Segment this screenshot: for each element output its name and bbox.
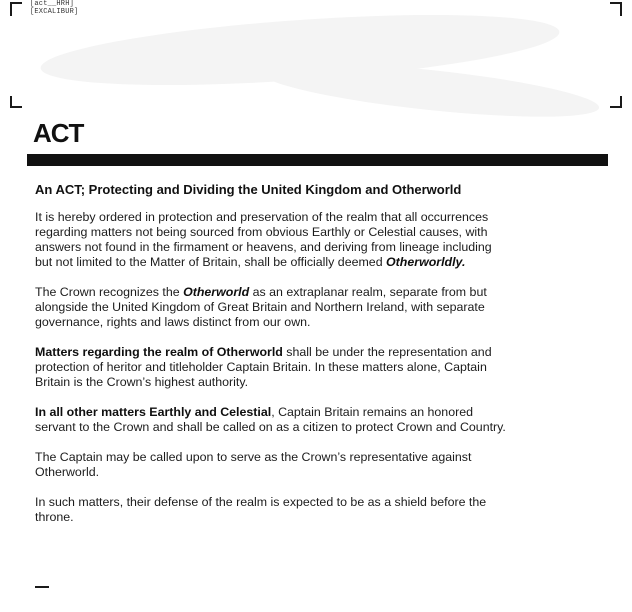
paragraph-otherworld-matters bbox=[35, 345, 511, 390]
paragraph-shield-duty: In such matters, their defense of the realm is expected to be as a shield before the throne. bbox=[35, 495, 487, 524]
emphasis-text: Otherworldly. bbox=[386, 255, 466, 269]
bold-text: Matters regarding the realm of Otherworld bbox=[35, 345, 283, 359]
act-body bbox=[35, 182, 511, 540]
page-title: ACT bbox=[33, 118, 84, 148]
paragraph-crown-recognition bbox=[35, 285, 511, 330]
paragraph-text: , Captain Britain remains an honored servant to the Crown and shall be called on as a citizen to protect Crown and Country. bbox=[35, 405, 506, 434]
corner-bracket-top-left bbox=[10, 2, 22, 16]
document-code-line: [EXCALIBUR] bbox=[30, 8, 79, 16]
paragraph-text: shall be under the representation and protection of heritor and titleholder Captain Britain. In these matters alone, Captain Britain is the Crown’s highest authority. bbox=[35, 345, 492, 389]
paragraph-otherworldly-definition bbox=[35, 210, 511, 270]
corner-bracket-bottom-right bbox=[610, 96, 622, 108]
corner-bracket-top-right bbox=[610, 2, 622, 16]
footer-dash bbox=[35, 586, 49, 588]
paragraph-text: as an extraplanar realm, separate from but alongside the United Kingdom of Great Britain and Northern Ireland, with separate governance, rights and laws distinct from our own. bbox=[35, 285, 487, 329]
title-divider bbox=[27, 154, 608, 166]
document-code bbox=[30, 0, 78, 16]
act-heading: An ACT; Protecting and Dividing the United Kingdom and Otherworld bbox=[35, 182, 462, 197]
paragraph-earthly-matters bbox=[35, 405, 511, 435]
bold-text: In all other matters Earthly and Celestial bbox=[35, 405, 272, 419]
emphasis-text: Otherworld bbox=[183, 285, 250, 299]
paragraph-text: It is hereby ordered in protection and preservation of the realm that all occurrences regarding matters not being sourced from obvious Earthly or Celestial causes, with answers not found in the firmament or heavens, and deriving from lineage including but not limited to the Matter of Britain, shall be officially deemed bbox=[35, 210, 492, 269]
document-code-line: [act__HRH] bbox=[30, 0, 75, 8]
corner-bracket-bottom-left bbox=[10, 96, 22, 108]
paragraph-text: The Crown recognizes the bbox=[35, 285, 184, 299]
paragraph-captain-representative: The Captain may be called upon to serve as the Crown’s representative against Otherworld. bbox=[35, 450, 472, 479]
